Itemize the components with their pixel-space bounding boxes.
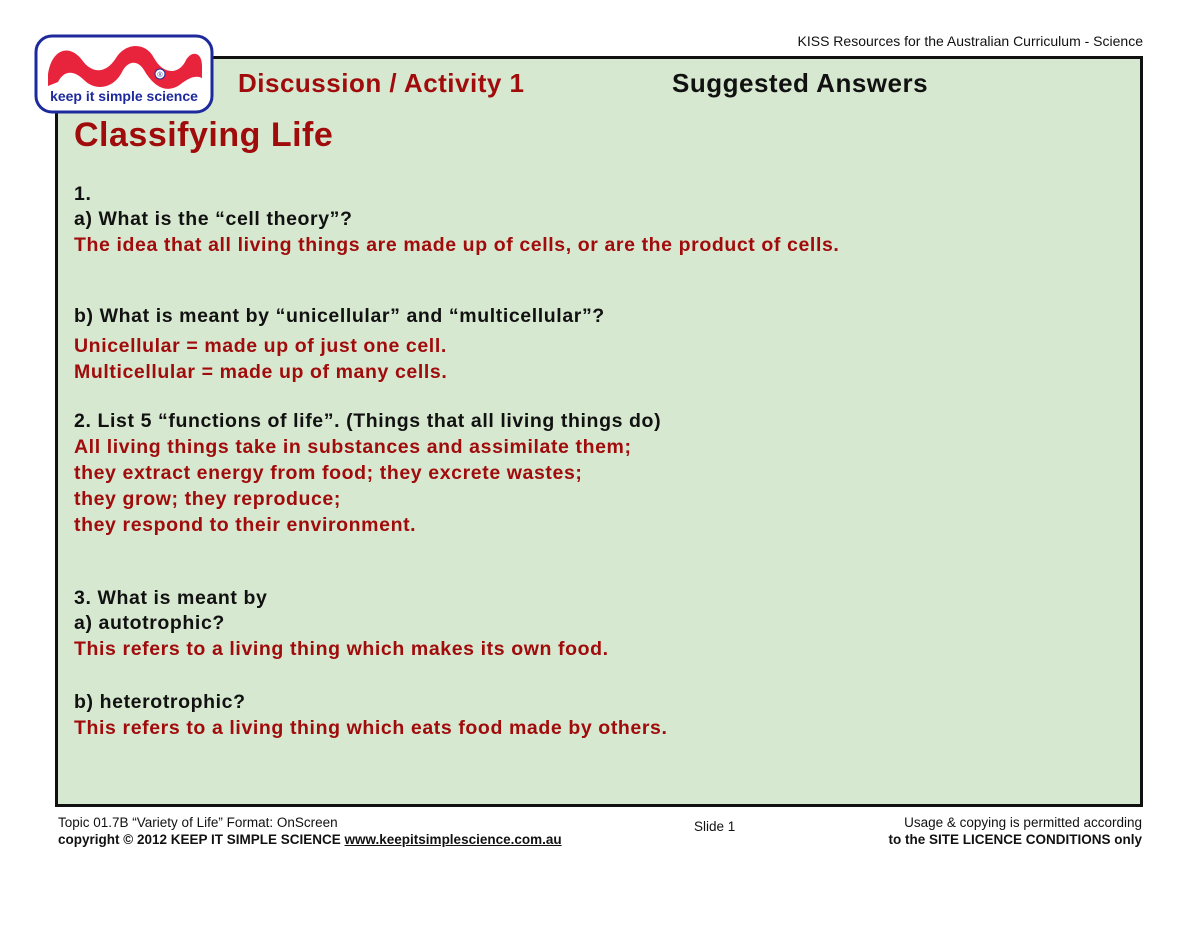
slide-number: Slide 1 [694,819,736,834]
qa-content [74,182,1124,741]
q1b-answer-2: Multicellular = made up of many cells. [74,361,448,383]
footer-copyright: copyright © 2012 KEEP IT SIMPLE SCIENCE [58,832,345,847]
kiss-logo [34,34,214,114]
usage-line-2: to the SITE LICENCE CONDITIONS only [888,832,1142,847]
footer-topic: Topic 01.7B “Variety of Life” Format: OnScreen [58,815,338,830]
q1b-answer-1: Unicellular = made up of just one cell. [74,335,447,357]
q1-number: 1. [74,183,92,205]
footer-left [58,814,562,848]
q2-answer-1: All living things take in substances and assimilate them; [74,436,632,458]
q1b-question: b) What is meant by “unicellular” and “multicellular”? [74,305,605,327]
q2-question: 2. List 5 “functions of life”. (Things that all living things do) [74,410,662,432]
q1a-answer: The idea that all living things are made up of cells, or are the product of cells. [74,234,840,256]
q2-answer-3: they grow; they reproduce; [74,488,341,510]
page-title: Classifying Life [74,116,334,154]
footer-right [888,814,1142,848]
svg-text:®: ® [157,72,163,79]
website-link[interactable]: www.keepitsimplescience.com.au [344,832,562,847]
series-title: KISS Resources for the Australian Curriculum - Science [797,33,1143,49]
answers-heading: Suggested Answers [672,68,929,98]
q3-question: 3. What is meant by [74,587,268,609]
q3a-answer: This refers to a living thing which makes its own food. [74,638,609,660]
q3b-question: b) heterotrophic? [74,691,246,713]
usage-line-1: Usage & copying is permitted according [904,815,1142,830]
activity-heading: Discussion / Activity 1 [238,68,525,98]
q1a-question: a) What is the “cell theory”? [74,208,353,230]
q2-answer-4: they respond to their environment. [74,514,417,536]
footer-copyright-line [58,831,562,848]
q3b-answer: This refers to a living thing which eats food made by others. [74,717,668,739]
logo-text: keep it simple science [50,88,198,104]
q2-answer-2: they extract energy from food; they excrete wastes; [74,462,583,484]
q3a-question: a) autotrophic? [74,612,225,634]
